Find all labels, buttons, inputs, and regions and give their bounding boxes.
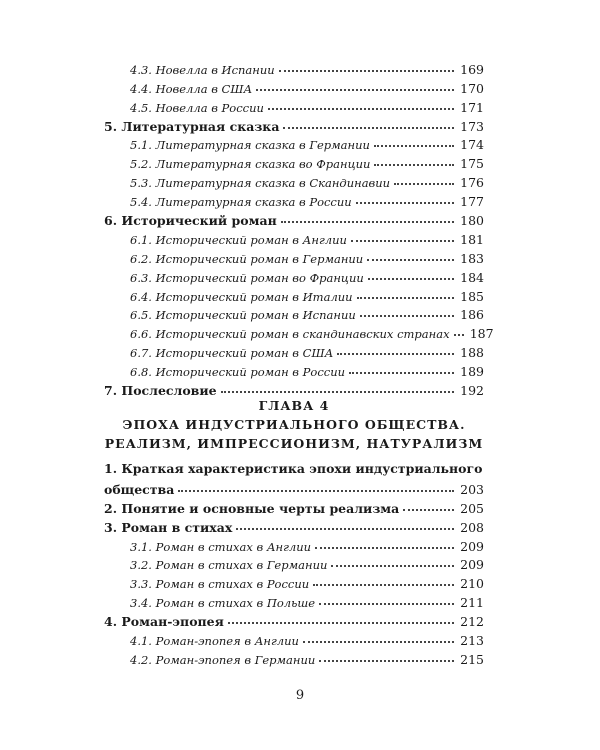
toc-entry-page: 183 bbox=[460, 250, 484, 266]
toc-entry-label: 4.2. Роман-эпопея в Германии bbox=[130, 652, 316, 667]
toc-entry-page: 213 bbox=[460, 633, 484, 649]
toc-entry-page: 211 bbox=[460, 595, 484, 611]
toc-entry-label: 5.2. Литературная сказка во Франции bbox=[130, 157, 371, 172]
toc-entry-label: 3.4. Роман в стихах в Польше bbox=[130, 596, 316, 611]
toc-entry-page: 169 bbox=[460, 61, 484, 77]
toc-entry-page: 181 bbox=[460, 231, 484, 247]
dot-leader bbox=[313, 584, 454, 586]
toc-entry-sub[interactable] bbox=[104, 190, 484, 209]
toc-entry-main[interactable] bbox=[104, 516, 484, 535]
dot-leader bbox=[281, 221, 454, 223]
toc-entry-page: 210 bbox=[460, 576, 484, 592]
toc-entry-label: 6. Исторический роман bbox=[104, 213, 277, 229]
dot-leader bbox=[357, 297, 454, 299]
dot-leader bbox=[268, 108, 454, 110]
toc-entry-label-line-1: 1. Краткая характеристика эпохи индустриального bbox=[104, 461, 483, 476]
toc-section-top bbox=[104, 58, 494, 399]
toc-entry-page: 185 bbox=[460, 288, 484, 304]
toc-entry-sub[interactable] bbox=[104, 228, 484, 247]
toc-bottom-list bbox=[104, 497, 484, 667]
toc-entry-page: 174 bbox=[460, 137, 484, 153]
toc-entry-label: 6.2. Исторический роман в Германии bbox=[130, 251, 364, 266]
toc-entry-page: 209 bbox=[460, 557, 484, 573]
toc-entry-label: общества bbox=[104, 481, 175, 497]
chapter-title-line-2: РЕАЛИЗМ, ИМПРЕССИОНИЗМ, НАТУРАЛИЗМ bbox=[104, 436, 484, 451]
toc-entry-page: 186 bbox=[460, 307, 484, 323]
toc-entry-sub[interactable] bbox=[104, 554, 484, 573]
toc-entry-sub[interactable] bbox=[104, 96, 484, 115]
toc-entry-label: 4.3. Новелла в Испании bbox=[130, 62, 275, 77]
dot-leader bbox=[374, 145, 454, 147]
toc-entry-sub[interactable] bbox=[104, 304, 484, 323]
toc-entry-label: 4.1. Роман-эпопея в Англии bbox=[130, 634, 299, 649]
toc-entry-page: 175 bbox=[460, 156, 484, 172]
dot-leader bbox=[356, 202, 454, 204]
toc-entry-sub[interactable] bbox=[104, 591, 484, 610]
toc-entry-label: 7. Послесловие bbox=[104, 383, 217, 399]
toc-entry-sub[interactable] bbox=[104, 134, 484, 153]
toc-entry-page: 177 bbox=[460, 194, 484, 210]
toc-entry-label: 5.3. Литературная сказка в Скандинавии bbox=[130, 176, 391, 191]
toc-entry-main[interactable] bbox=[104, 115, 484, 134]
toc-entry-label: 3.1. Роман в стихах в Англии bbox=[130, 539, 312, 554]
toc-entry-page: 203 bbox=[460, 481, 484, 497]
toc-entry-sub[interactable] bbox=[104, 58, 484, 77]
toc-entry-page: 171 bbox=[460, 99, 484, 115]
toc-entry-page: 209 bbox=[460, 538, 484, 554]
toc-entry-page: 215 bbox=[460, 651, 484, 667]
toc-entry-sub[interactable] bbox=[104, 266, 484, 285]
toc-entry-label: 3.2. Роман в стихах в Германии bbox=[130, 558, 328, 573]
toc-entry-label: 4. Роман-эпопея bbox=[104, 614, 224, 630]
toc-entry-label: 6.3. Исторический роман во Франции bbox=[130, 270, 364, 285]
page-number: 9 bbox=[295, 688, 305, 703]
toc-entry-sub[interactable] bbox=[104, 171, 484, 190]
toc-entry-label: 4.5. Новелла в России bbox=[130, 100, 264, 115]
dot-leader bbox=[331, 565, 454, 567]
toc-entry-main[interactable] bbox=[104, 610, 484, 629]
toc-entry-page: 176 bbox=[460, 175, 484, 191]
toc-entry-label: 4.4. Новелла в США bbox=[130, 81, 253, 96]
toc-entry-sub[interactable] bbox=[104, 247, 484, 266]
toc-entry-label: 6.6. Исторический роман в скандинавских странах bbox=[130, 327, 450, 342]
dot-leader bbox=[394, 183, 454, 185]
toc-entry-sub[interactable] bbox=[104, 360, 484, 379]
chapter-number: ГЛАВА 4 bbox=[258, 398, 330, 413]
toc-entry-page: 187 bbox=[469, 326, 494, 342]
dot-leader bbox=[368, 278, 454, 280]
toc-entry-label: 6.7. Исторический роман в США bbox=[130, 346, 334, 361]
dot-leader bbox=[454, 334, 464, 336]
dot-leader bbox=[351, 240, 454, 242]
toc-entry-page: 208 bbox=[460, 519, 484, 535]
toc-entry-sub[interactable] bbox=[104, 341, 484, 360]
toc-entry-sub[interactable] bbox=[104, 322, 494, 342]
dot-leader bbox=[221, 391, 454, 393]
toc-entry-label: 3.3. Роман в стихах в России bbox=[130, 577, 310, 592]
dot-leader bbox=[236, 528, 454, 530]
toc-entry-sub[interactable] bbox=[104, 152, 484, 171]
toc-entry-sub[interactable] bbox=[104, 285, 484, 304]
toc-entry-label: 6.5. Исторический роман в Испании bbox=[130, 308, 356, 323]
toc-entry-main[interactable] bbox=[104, 209, 484, 228]
toc-entry-page: 170 bbox=[460, 80, 484, 96]
dot-leader bbox=[256, 89, 454, 91]
toc-entry-label: 3. Роман в стихах bbox=[104, 519, 233, 535]
toc-entry-sub[interactable] bbox=[104, 77, 484, 96]
toc-entry-sub[interactable] bbox=[104, 535, 484, 554]
toc-entry-page: 192 bbox=[460, 383, 484, 399]
dot-leader bbox=[178, 490, 454, 492]
dot-leader bbox=[228, 622, 454, 624]
toc-entry-page: 173 bbox=[460, 118, 484, 134]
chapter-heading bbox=[104, 396, 484, 453]
dot-leader bbox=[303, 641, 454, 643]
dot-leader bbox=[349, 372, 454, 374]
toc-entry-page: 188 bbox=[460, 345, 484, 361]
dot-leader bbox=[319, 603, 454, 605]
dot-leader bbox=[283, 127, 454, 129]
toc-entry-label: 5.4. Литературная сказка в России bbox=[130, 195, 352, 210]
toc-entry-label: 5. Литературная сказка bbox=[104, 118, 280, 134]
toc-entry-page: 205 bbox=[460, 500, 484, 516]
dot-leader bbox=[279, 70, 454, 72]
chapter-title-line-1: ЭПОХА ИНДУСТРИАЛЬНОГО ОБЩЕСТВА. bbox=[122, 417, 466, 432]
toc-entry-page: 189 bbox=[460, 364, 484, 380]
toc-entry-sub[interactable] bbox=[104, 572, 484, 591]
toc-section-bottom bbox=[104, 460, 484, 667]
toc-entry-main[interactable] bbox=[104, 497, 484, 516]
toc-entry-sub[interactable] bbox=[104, 648, 484, 667]
dot-leader bbox=[319, 660, 454, 662]
toc-entry-label: 5.1. Литературная сказка в Германии bbox=[130, 138, 370, 153]
dot-leader bbox=[337, 353, 454, 355]
toc-entry-label: 6.1. Исторический роман в Англии bbox=[130, 232, 347, 247]
toc-entry-label: 2. Понятие и основные черты реализма bbox=[104, 500, 400, 516]
toc-entry-page: 184 bbox=[460, 269, 484, 285]
toc-entry-main[interactable] bbox=[104, 478, 484, 497]
dot-leader bbox=[315, 547, 454, 549]
dot-leader bbox=[360, 315, 454, 317]
dot-leader bbox=[374, 164, 454, 166]
toc-entry-sub[interactable] bbox=[104, 629, 484, 648]
toc-entry-label: 6.8. Исторический роман в России bbox=[130, 365, 346, 380]
dot-leader bbox=[367, 259, 454, 261]
toc-entry-label: 6.4. Исторический роман в Италии bbox=[130, 289, 353, 304]
toc-entry-page: 212 bbox=[460, 614, 484, 630]
toc-entry-page: 180 bbox=[460, 213, 484, 229]
dot-leader bbox=[403, 509, 454, 511]
